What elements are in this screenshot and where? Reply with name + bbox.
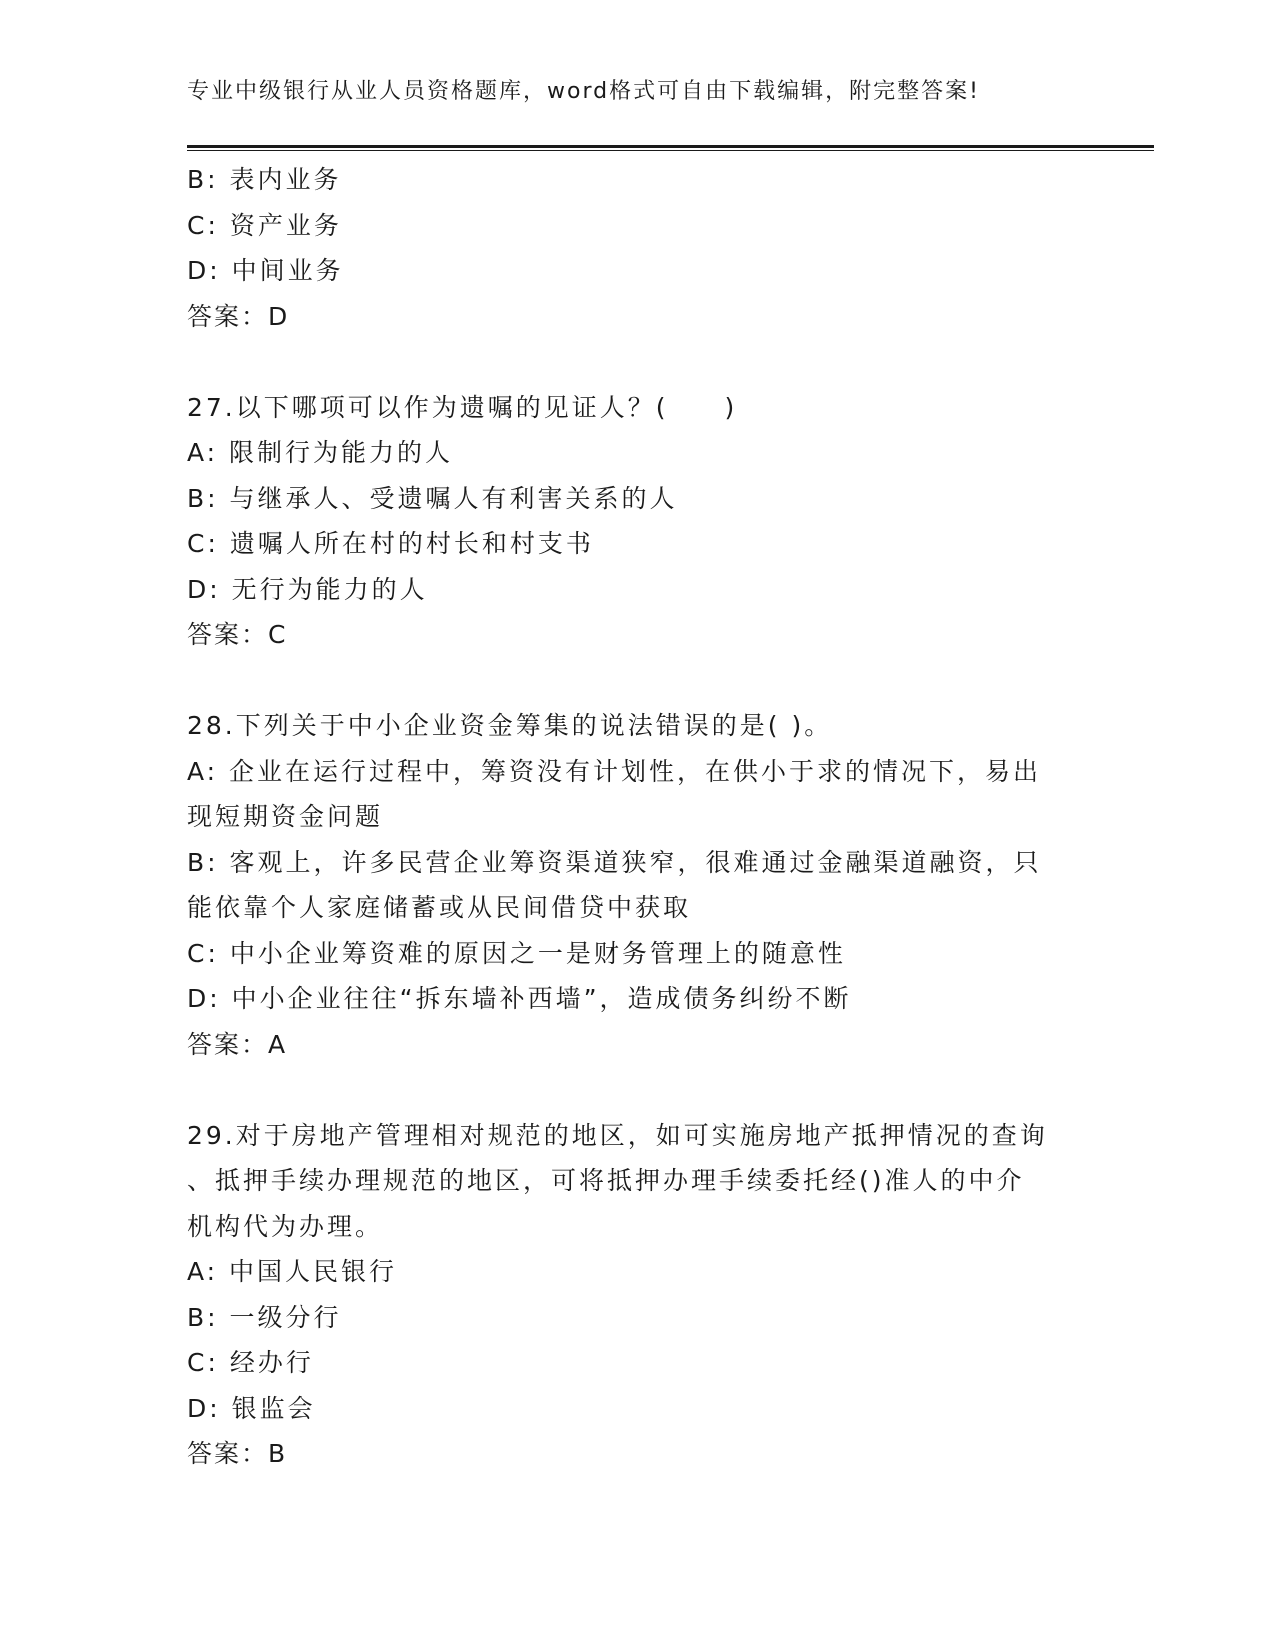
option-d: D: 银监会 — [187, 1393, 316, 1423]
option-c: C: 经办行 — [187, 1348, 314, 1377]
option-b: B: 与继承人、受遗嘱人有利害关系的人 — [187, 483, 678, 513]
option-c: C: 遗嘱人所在村的村长和村支书 — [187, 529, 594, 558]
option-a: A: 企业在运行过程中，筹资没有计划性，在供小于求的情况下，易出 — [187, 756, 1042, 786]
option-c: C: 中小企业筹资难的原因之一是财务管理上的随意性 — [187, 938, 846, 968]
option-a: A: 限制行为能力的人 — [187, 438, 454, 467]
option-a-continued: 现短期资金问题 — [187, 802, 384, 831]
spacer — [187, 658, 1087, 704]
spacer — [187, 339, 1087, 385]
option-b: B: 一级分行 — [187, 1302, 342, 1332]
question-29 — [187, 1113, 1087, 1477]
option-b: B: 表内业务 — [187, 165, 342, 194]
option-b: B: 客观上，许多民营企业筹资渠道狭窄，很难通过金融渠道融资，只 — [187, 847, 1042, 877]
question-stem: 27.以下哪项可以作为遗嘱的见证人？( ) — [187, 392, 738, 422]
prev-question-block — [187, 157, 1087, 339]
option-b-continued: 能依靠个人家庭储蓄或从民间借贷中获取 — [187, 893, 692, 922]
option-d: D: 无行为能力的人 — [187, 574, 428, 604]
header-rule-thin — [187, 150, 1154, 151]
spacer — [187, 1067, 1087, 1113]
option-a: A: 中国人民银行 — [187, 1257, 398, 1286]
question-28 — [187, 703, 1087, 1067]
question-stem-continued: 机构代为办理。 — [187, 1211, 384, 1241]
header-rule-thick — [187, 145, 1154, 148]
answer-line: 答案：D — [187, 301, 290, 331]
question-list — [187, 157, 1087, 1477]
option-d: D: 中小企业往往“拆东墙补西墙”，造成债务纠纷不断 — [187, 984, 852, 1013]
question-27 — [187, 385, 1087, 658]
page-header: 专业中级银行从业人员资格题库，word格式可自由下载编辑，附完整答案! — [187, 79, 980, 104]
option-d: D: 中间业务 — [187, 256, 344, 285]
question-stem: 29.对于房地产管理相对规范的地区，如可实施房地产抵押情况的查询 — [187, 1120, 1048, 1150]
question-stem: 28.下列关于中小企业资金筹集的说法错误的是( )。 — [187, 711, 833, 740]
answer-line: 答案：B — [187, 1439, 288, 1468]
answer-line: 答案：C — [187, 620, 288, 649]
option-c: C: 资产业务 — [187, 210, 342, 240]
answer-line: 答案：A — [187, 1029, 288, 1059]
question-stem-continued: 、抵押手续办理规范的地区，可将抵押办理手续委托经()准人的中介 — [187, 1166, 1025, 1195]
